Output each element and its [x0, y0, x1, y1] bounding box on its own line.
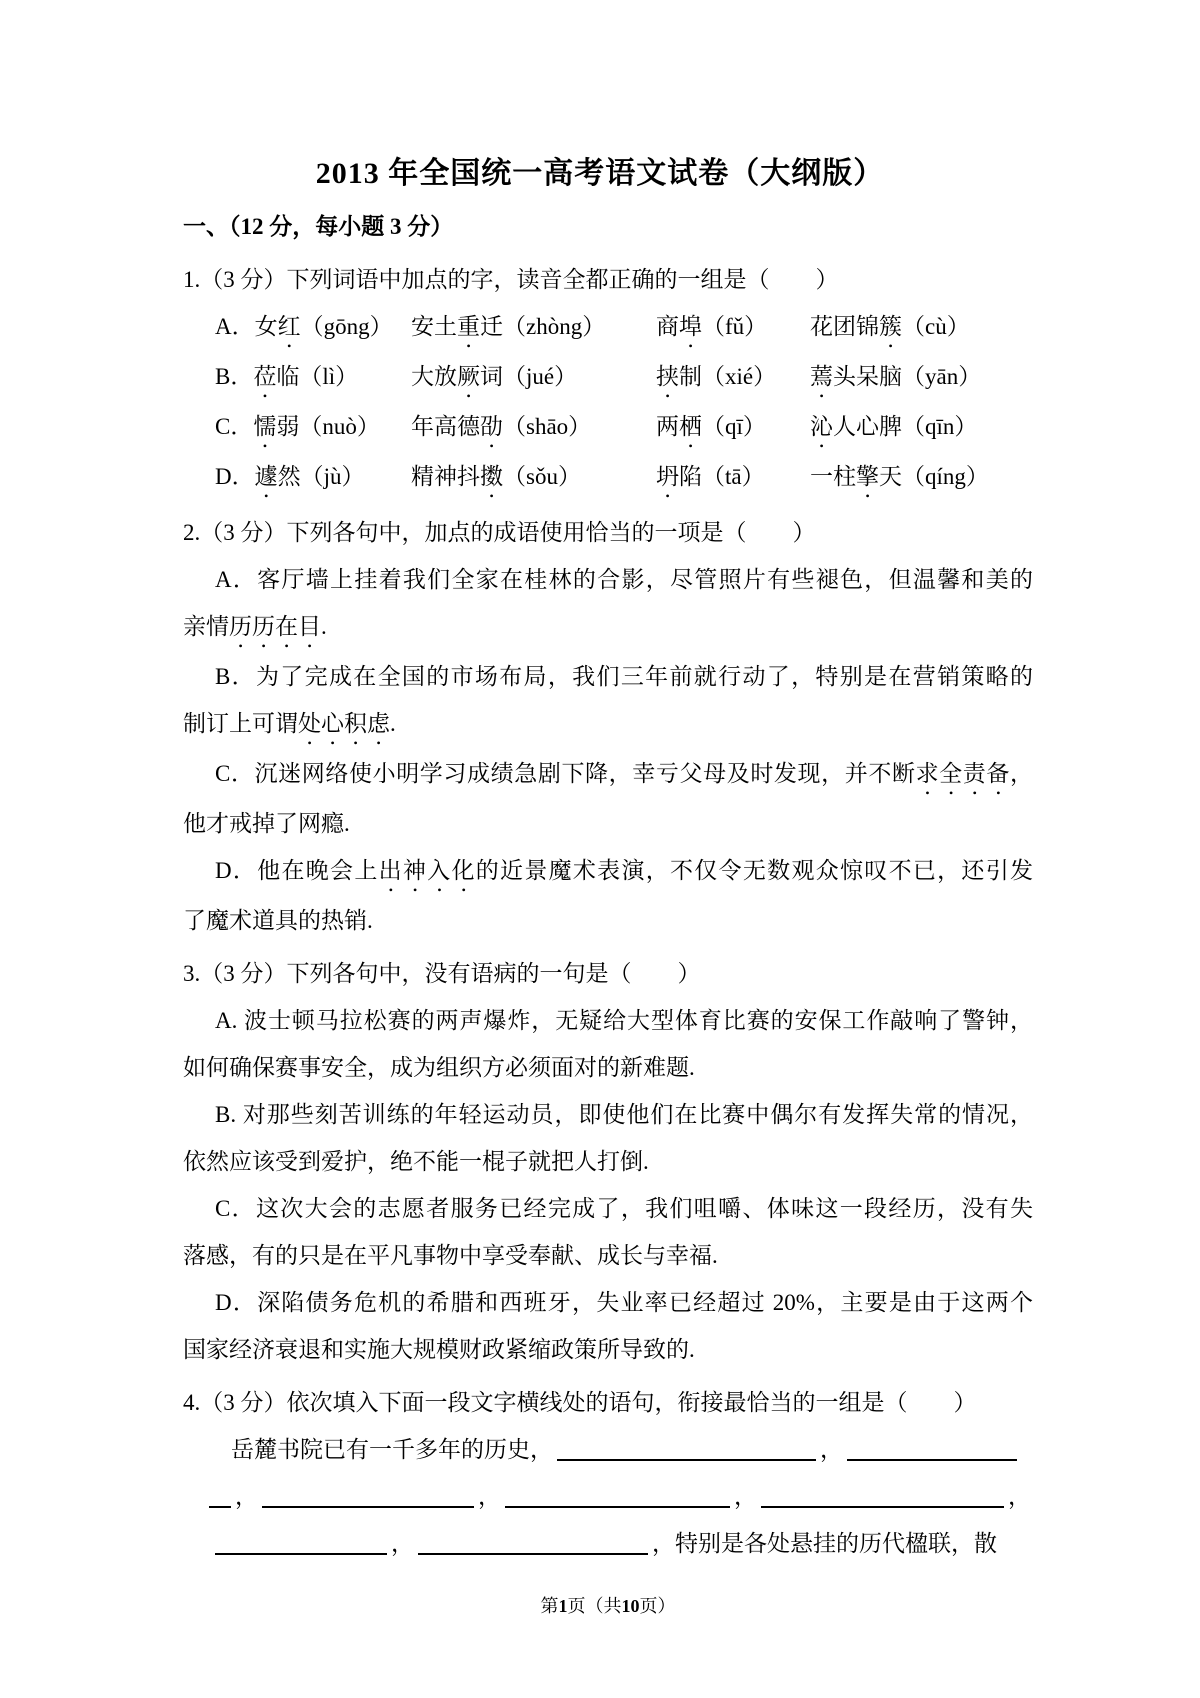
- text-segment: 头呆脑（yān）: [833, 364, 982, 389]
- text-segment: 10: [621, 1596, 640, 1616]
- q1-c-word-1: [215, 403, 411, 453]
- blank-underline: [215, 1548, 387, 1555]
- q1-c-word-3: [656, 403, 810, 453]
- text-segment: 人心脾（qīn）: [833, 414, 978, 439]
- text-segment: D．深陷债务危机的希腊和西班牙，失业率已经超过 20%，主要是由于这两个: [215, 1290, 1033, 1315]
- text-segment: 两: [656, 414, 679, 439]
- q1-b-word-3: [656, 353, 810, 403]
- q1-option-row-d: [183, 453, 1033, 503]
- text-segment: 迁（zhòng）: [480, 314, 606, 339]
- text-segment: 的近景魔术表演，不仅令无数观众惊叹不已，还引发: [475, 858, 1033, 883]
- emphasized-text: 擎: [856, 464, 879, 489]
- text-segment: ，: [235, 1484, 258, 1509]
- text-segment: 精神抖: [411, 464, 480, 489]
- q3-option-b-line-1: [183, 1091, 1033, 1138]
- q1-d-word-4: [810, 453, 1033, 503]
- text-segment: C．这次大会的志愿者服务已经完成了，我们咀嚼、体味这一段经历，没有失: [215, 1196, 1033, 1221]
- q1-b-word-4: [810, 353, 1033, 403]
- text-segment: B. 对那些刻苦训练的年轻运动员，即使他们在比赛中偶尔有发挥失常的情况，: [215, 1102, 1033, 1127]
- emphasized-text: 蔫: [810, 364, 833, 389]
- text-segment: ，特别是各处悬挂的历代楹联，散: [652, 1531, 997, 1556]
- q3-option-d-line-2: [183, 1326, 1033, 1373]
- text-segment: 一柱: [810, 464, 856, 489]
- text-segment: 落感，有的只是在平凡事物中享受奉献、成长与幸福.: [183, 1243, 718, 1268]
- q2-option-c-line-2: [183, 800, 1033, 847]
- text-segment: A．女: [215, 314, 278, 339]
- q1-d-word-3: [656, 453, 810, 503]
- blank-underline: [557, 1454, 816, 1461]
- text-segment: A. 波士顿马拉松赛的两声爆炸，无疑给大型体育比赛的安保工作敲响了警钟，: [215, 1008, 1033, 1033]
- text-segment: ，: [1008, 1484, 1031, 1509]
- text-segment: 了魔术道具的热销.: [183, 908, 373, 933]
- text-segment: 第: [540, 1596, 559, 1616]
- section-one-heading: 一、（12 分，每小题 3 分）: [183, 214, 454, 239]
- text-segment: 依然应该受到爱护，绝不能一棍子就把人打倒.: [183, 1149, 649, 1174]
- text-segment: 弱（nuò）: [276, 414, 380, 439]
- q3-stem: 3.（3 分）下列各句中，没有语病的一句是（ ）: [183, 961, 701, 986]
- q4-passage-line-2: [183, 1473, 1033, 1520]
- q1-option-row-a: [183, 303, 1033, 353]
- q4-passage-line-1: [183, 1426, 1033, 1473]
- text-segment: 他才戒掉了网瘾.: [183, 811, 350, 836]
- text-segment: 亲情: [183, 614, 229, 639]
- text-segment: （shāo）: [503, 414, 592, 439]
- q1-c-word-4: [810, 403, 1033, 453]
- emphasized-text: 历历在目: [229, 614, 321, 639]
- text-segment: 商: [656, 314, 679, 339]
- text-segment: 制订上可谓: [183, 711, 298, 736]
- q2-option-a-line-2: [183, 603, 1033, 653]
- emphasized-text: 处心积虑: [298, 711, 390, 736]
- text-segment: 陷（tā）: [679, 464, 765, 489]
- q2-option-d-line-2: [183, 897, 1033, 944]
- page-number-footer: [183, 1591, 1033, 1621]
- text-segment: 国家经济衰退和实施大规模财政紧缩政策所导致的.: [183, 1337, 695, 1362]
- q3-option-c-line-1: [183, 1185, 1033, 1232]
- text-segment: ，: [734, 1484, 757, 1509]
- text-segment: 词（jué）: [480, 364, 578, 389]
- emphasized-text: 红: [277, 314, 301, 339]
- q1-option-row-c: [183, 403, 1033, 453]
- emphasized-text: 擞: [480, 464, 503, 489]
- q3-option-d-line-1: [183, 1279, 1033, 1326]
- q2-option-c-line-1: [183, 750, 1033, 800]
- blank-underline: [505, 1501, 730, 1508]
- q4-passage-line-3: [183, 1520, 1033, 1567]
- q1-b-word-2: [411, 353, 656, 403]
- text-segment: （sǒu）: [503, 464, 581, 489]
- text-segment: 临（lì）: [276, 364, 359, 389]
- emphasized-text: 求全责备: [915, 761, 1011, 786]
- emphasized-text: 簇: [879, 314, 902, 339]
- text-segment: 大放: [411, 364, 457, 389]
- text-segment: 花团锦: [810, 314, 879, 339]
- q1-c-word-2: [411, 403, 656, 453]
- document-body: [183, 203, 1033, 1621]
- q3-option-a-line-2: [183, 1044, 1033, 1091]
- text-segment: D．他在晚会上: [215, 858, 379, 883]
- q1-option-row-b: [183, 353, 1033, 403]
- q2-option-b-line-1: [183, 653, 1033, 700]
- q1-a-word-2: [411, 303, 656, 353]
- q1-a-word-4: [810, 303, 1033, 353]
- text-segment: 天（qíng）: [879, 464, 989, 489]
- emphasized-text: 挟: [656, 364, 679, 389]
- text-segment: （fǔ）: [702, 314, 768, 339]
- text-segment: 制（xié）: [679, 364, 777, 389]
- emphasized-text: 莅: [253, 364, 277, 389]
- emphasized-text: 厥: [457, 364, 480, 389]
- text-segment: .: [321, 614, 327, 639]
- text-segment: B．: [215, 364, 254, 389]
- q2-option-d-line-1: [183, 847, 1033, 897]
- q2-option-b-line-2: [183, 700, 1033, 750]
- text-segment: 岳麓书院已有一千多年的历史，: [231, 1437, 553, 1462]
- blank-underline: [209, 1501, 231, 1508]
- text-segment: （gōng）: [300, 314, 393, 339]
- text-segment: ，: [820, 1437, 843, 1462]
- blank-underline: [847, 1454, 1017, 1461]
- emphasized-text: 埠: [679, 314, 702, 339]
- emphasized-text: 出神入化: [378, 858, 476, 883]
- q1-d-word-1: [215, 453, 411, 503]
- text-segment: 1: [558, 1596, 568, 1616]
- text-segment: C．沉迷网络使小明学习成绩急剧下降，幸亏父母及时发现，并不断: [215, 761, 916, 786]
- text-segment: ，: [1010, 761, 1034, 786]
- q1-b-word-1: [215, 353, 411, 403]
- page-title: 2013 年全国统一高考语文试卷（大纲版）: [315, 157, 885, 190]
- emphasized-text: 遽: [254, 464, 278, 489]
- emphasized-text: 懦: [253, 414, 277, 439]
- q3-option-c-line-2: [183, 1232, 1033, 1279]
- text-segment: 页（共: [567, 1596, 622, 1616]
- q3-option-a-line-1: [183, 997, 1033, 1044]
- text-segment: C．: [215, 414, 254, 439]
- text-segment: （qī）: [702, 414, 766, 439]
- blank-underline: [418, 1548, 648, 1555]
- emphasized-text: 沁: [810, 414, 833, 439]
- text-segment: ，: [478, 1484, 501, 1509]
- text-segment: 年高德: [411, 414, 480, 439]
- text-segment: A．客厅墙上挂着我们全家在桂林的合影，尽管照片有些褪色，但温馨和美的: [215, 567, 1033, 592]
- q2-stem: 2.（3 分）下列各句中，加点的成语使用恰当的一项是（ ）: [183, 520, 816, 545]
- q1-a-word-3: [656, 303, 810, 353]
- blank-underline: [761, 1501, 1004, 1508]
- q3-option-b-line-2: [183, 1138, 1033, 1185]
- emphasized-text: 劭: [480, 414, 503, 439]
- emphasized-text: 栖: [679, 414, 702, 439]
- q2-option-a-line-1: [183, 556, 1033, 603]
- text-segment: D．: [215, 464, 255, 489]
- blank-underline: [262, 1501, 474, 1508]
- emphasized-text: 坍: [656, 464, 679, 489]
- text-segment: .: [390, 711, 396, 736]
- q1-stem: 1.（3 分）下列词语中加点的字，读音全都正确的一组是（ ）: [183, 267, 839, 292]
- emphasized-text: 重: [457, 314, 480, 339]
- q4-stem: 4.（3 分）依次填入下面一段文字横线处的语句，衔接最恰当的一组是（ ）: [183, 1390, 977, 1415]
- q1-d-word-2: [411, 453, 656, 503]
- text-segment: 然（jù）: [277, 464, 365, 489]
- text-segment: ，: [391, 1531, 414, 1556]
- text-segment: 安土: [411, 314, 457, 339]
- text-segment: 页）: [639, 1596, 676, 1616]
- q1-a-word-1: [215, 303, 411, 353]
- text-segment: （cù）: [902, 314, 970, 339]
- text-segment: 如何确保赛事安全，成为组织方必须面对的新难题.: [183, 1055, 695, 1080]
- text-segment: B．为了完成在全国的市场布局，我们三年前就行动了，特别是在营销策略的: [215, 664, 1033, 689]
